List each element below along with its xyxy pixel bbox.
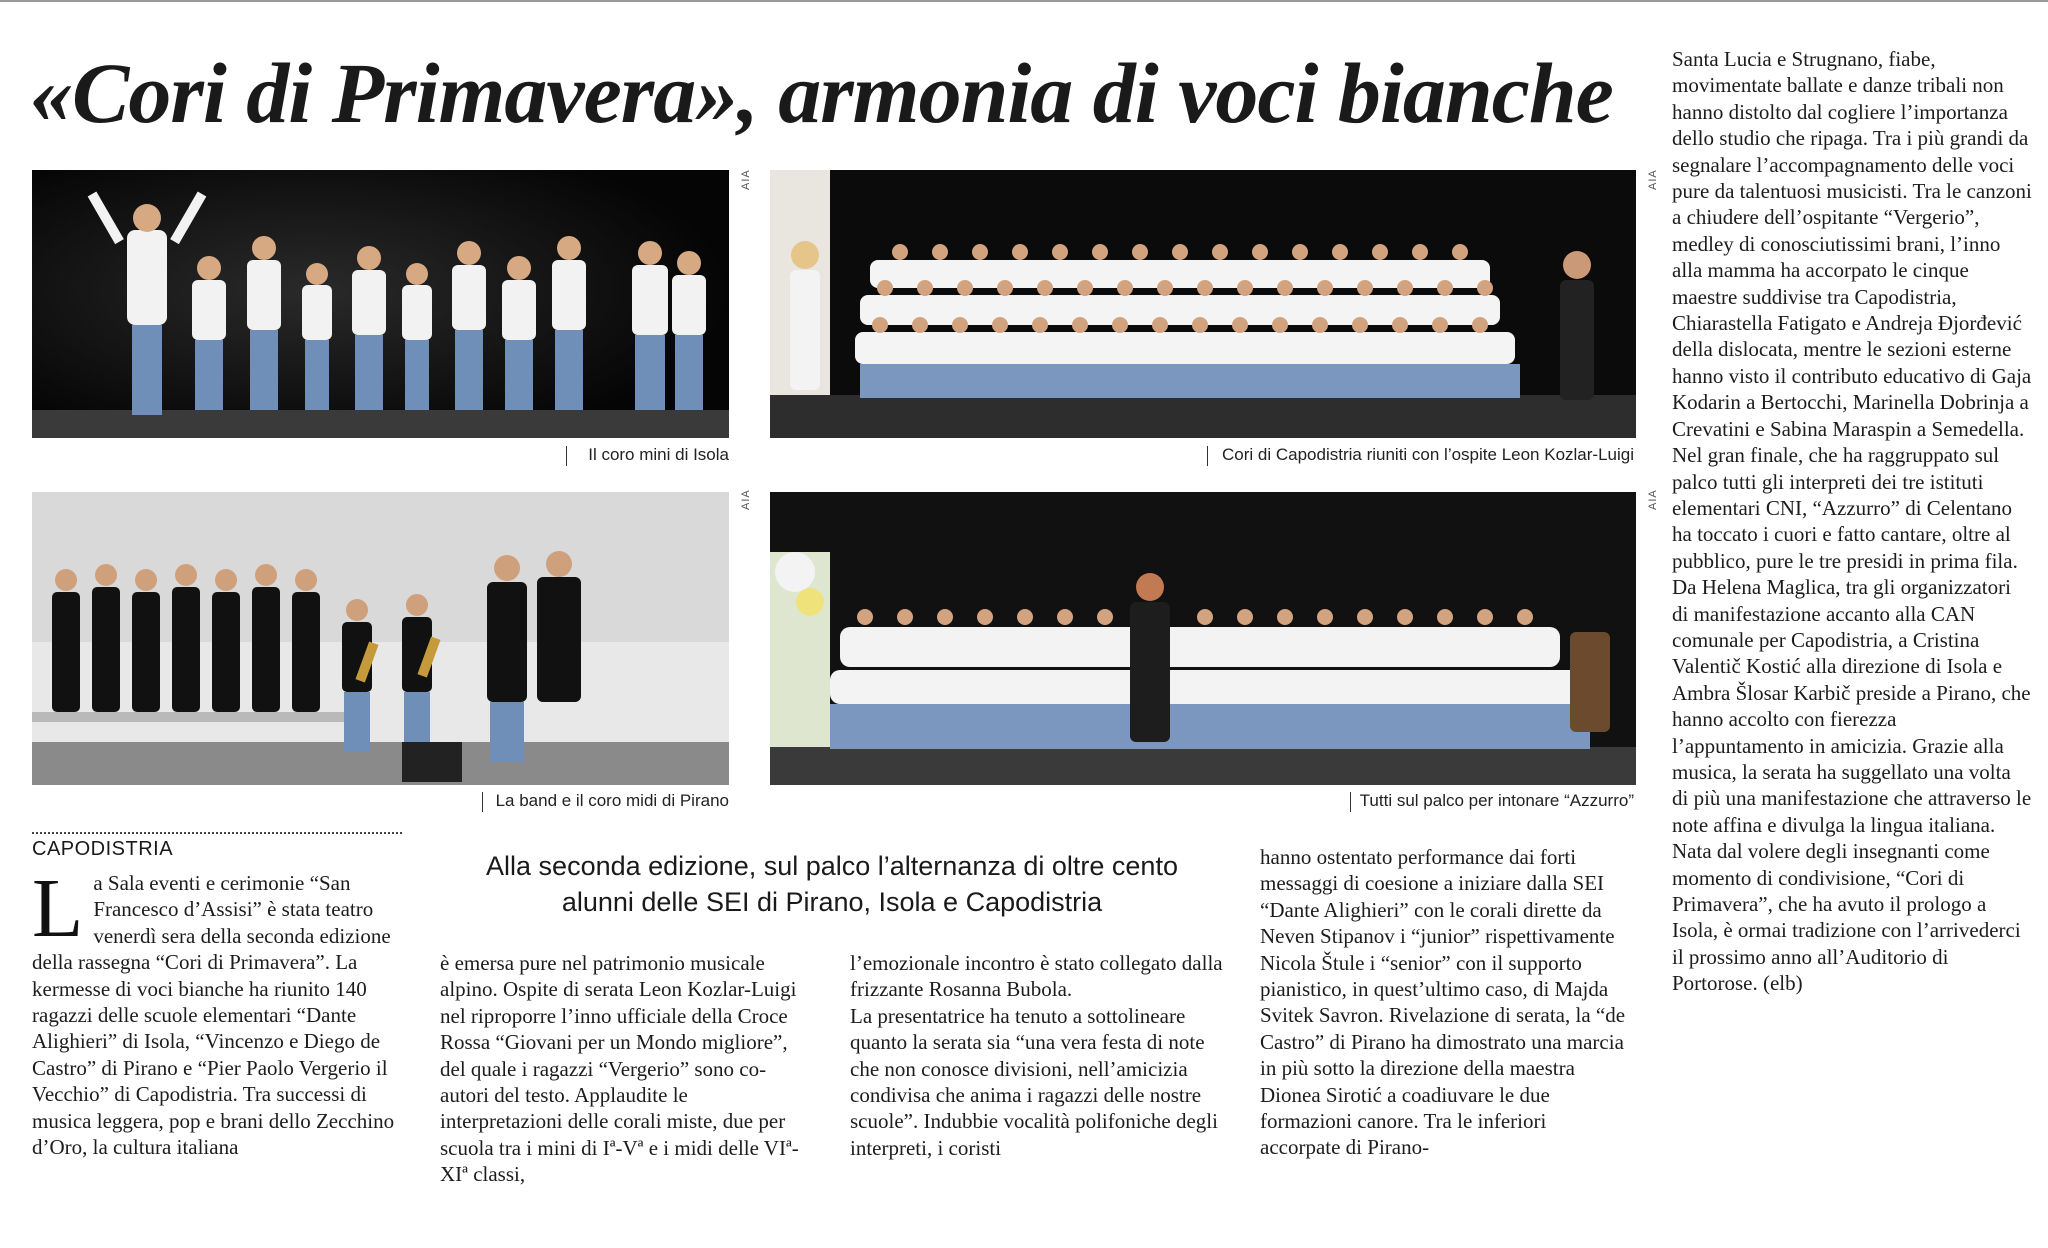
article-column-3 (850, 950, 1230, 1161)
photo-image (32, 170, 729, 438)
photo-credit: AIA (740, 169, 752, 190)
article-text: La presentatrice ha tenuto a sottolineare quanto la serata sia “una vera festa di note che non conosce divisioni, nell’amicizia condivisa che anima i ragazzi delle nostre scuole”. Indubbie vocalità polifoniche degli interpreti, i coristi (850, 1003, 1218, 1160)
article-text: hanno ostentato performance dai forti messaggi di coesione a iniziare dalla SEI “Dante Alighieri” con le corali dirette da Neven Stipanov i “junior” rispettivamente Nicola Štule i “senior” con il supporto pianistico, in quest’ultimo caso, di Majda Svitek Savron. Rivelazione di serata, la “de Castro” di Pirano ha dimostrato una marcia in più sotto la direzione della maestra Dionea Sirotić a coadiuvare le due formazioni canore. Tra le inferiori accorpate di Pirano- (1260, 845, 1626, 1160)
caption-divider (1350, 792, 1351, 812)
photo-caption: Cori di Capodistria riuniti con l’ospite Leon Kozlar-Luigi (1222, 445, 1634, 464)
article-text: l’emozionale incontro è stato collegato dalla frizzante Rosanna Bubola. (850, 951, 1223, 1002)
section-divider (32, 832, 402, 834)
article-column-2 (440, 950, 800, 1188)
photo-caption: La band e il coro midi di Pirano (495, 791, 729, 810)
subheadline: Alla seconda edizione, sul palco l’alternanza di oltre cento alunni delle SEI di Pirano, Isola e Capodistria (486, 851, 1178, 917)
photo-caption: Il coro mini di Isola (588, 445, 729, 464)
article-text: Santa Lucia e Strugnano, fiabe, movimentate ballate e danze tribali non hanno distolto dal cogliere l’importanza dello studio che ripaga. Tra i più grandi da segnalare l’accompagnamento delle voci pure da talentuosi musicisti. Tra le canzoni a chiudere dell’ospitante “Vergerio”, medley di conosciutissimi brani, l’inno alla mamma ha accorpato le cinque maestre suddivise tra Capodistria, Chiarastella Fatigato e Andreja Đjorđević della dislocata, mentre le sezioni esterne hanno visto il contributo educativo di Gaja Kodarin a Bertocchi, Marinella Dobrinja a Crevatini e Sabina Maraspin a Semedella. Nel gran finale, che ha raggruppato sul palco tutti gli interpreti dei tre istituti elementari CNI, “Azzurro” di Celentano ha toccato i cuori e fatto cantare, oltre al pubblico, pure le tre presidi in prima fila. Da Helena Maglica, tra gli organizzatori di manifestazione accanto alla CAN comunale per Capodistria, a Cristina Valentič Kostić alla direzione di Isola e Ambra Šlosar Karbič preside a Pirano, che hanno accolto con fierezza l’appuntamento in amicizia. Grazie alla musica, la serata ha suggellato una volta di più una manifestazione che attraverso le note affina e divulga la lingua italiana. Nata dal volere degli insegnanti come momento di condivisione, “Cori di Primavera”, che ha avuto il prologo a Isola, è ormai tradizione con l’arrivederci il prossimo anno all’Auditorio di Portorose. (elb) (1672, 47, 2032, 996)
photo-credit: AIA (1647, 489, 1659, 510)
photo-coro-mini-isola (32, 170, 729, 438)
photo-credit: AIA (1647, 169, 1659, 190)
drop-cap: L (32, 862, 84, 955)
photo-caption: Tutti sul palco per intonare “Azzurro” (1359, 791, 1634, 810)
caption-divider (1207, 446, 1208, 466)
photo-image (32, 492, 729, 785)
caption-divider (482, 792, 483, 812)
top-rule (0, 0, 2048, 2)
photo-tutti-sul-palco (770, 492, 1636, 785)
caption-divider (566, 446, 567, 466)
photo-credit: AIA (740, 489, 752, 510)
article-column-5 (1672, 46, 2032, 997)
photo-image (770, 170, 1636, 438)
article-text: è emersa pure nel patrimonio musicale alpino. Ospite di serata Leon Kozlar-Luigi nel riproporre l’inno ufficiale della Croce Rossa “Giovani per un Mondo migliore”, del quale i ragazzi “Vergerio” sono co-autori del testo. Applaudite le interpretazioni delle corali miste, due per scuola tra i mini di Iª-Vª e i midi delle VIª-XIª classi, (440, 951, 799, 1187)
article-column-4 (1260, 844, 1630, 1161)
article-text: a Sala eventi e cerimonie “San Francesco d’Assisi” è stata teatro venerdì sera della seconda edizione della rassegna “Cori di Primavera”. La kermesse di voci bianche ha riunito 140 ragazzi delle scuole elementari “Dante Alighieri” di Isola, “Vincenzo e Diego de Castro” di Pirano e “Pier Paolo Vergerio il Vecchio” di Capodistria. Tra successi di musica leggera, pop e brani dello Zecchino d’Oro, la cultura italiana (32, 871, 395, 1160)
section-label: CAPODISTRIA (32, 838, 174, 860)
photo-image (770, 492, 1636, 785)
headline: «Cori di Primavera», armonia di voci bianche (30, 45, 1613, 141)
photo-band-coro-pirano (32, 492, 729, 785)
photo-cori-capodistria (770, 170, 1636, 438)
article-column-1 (32, 862, 412, 1160)
